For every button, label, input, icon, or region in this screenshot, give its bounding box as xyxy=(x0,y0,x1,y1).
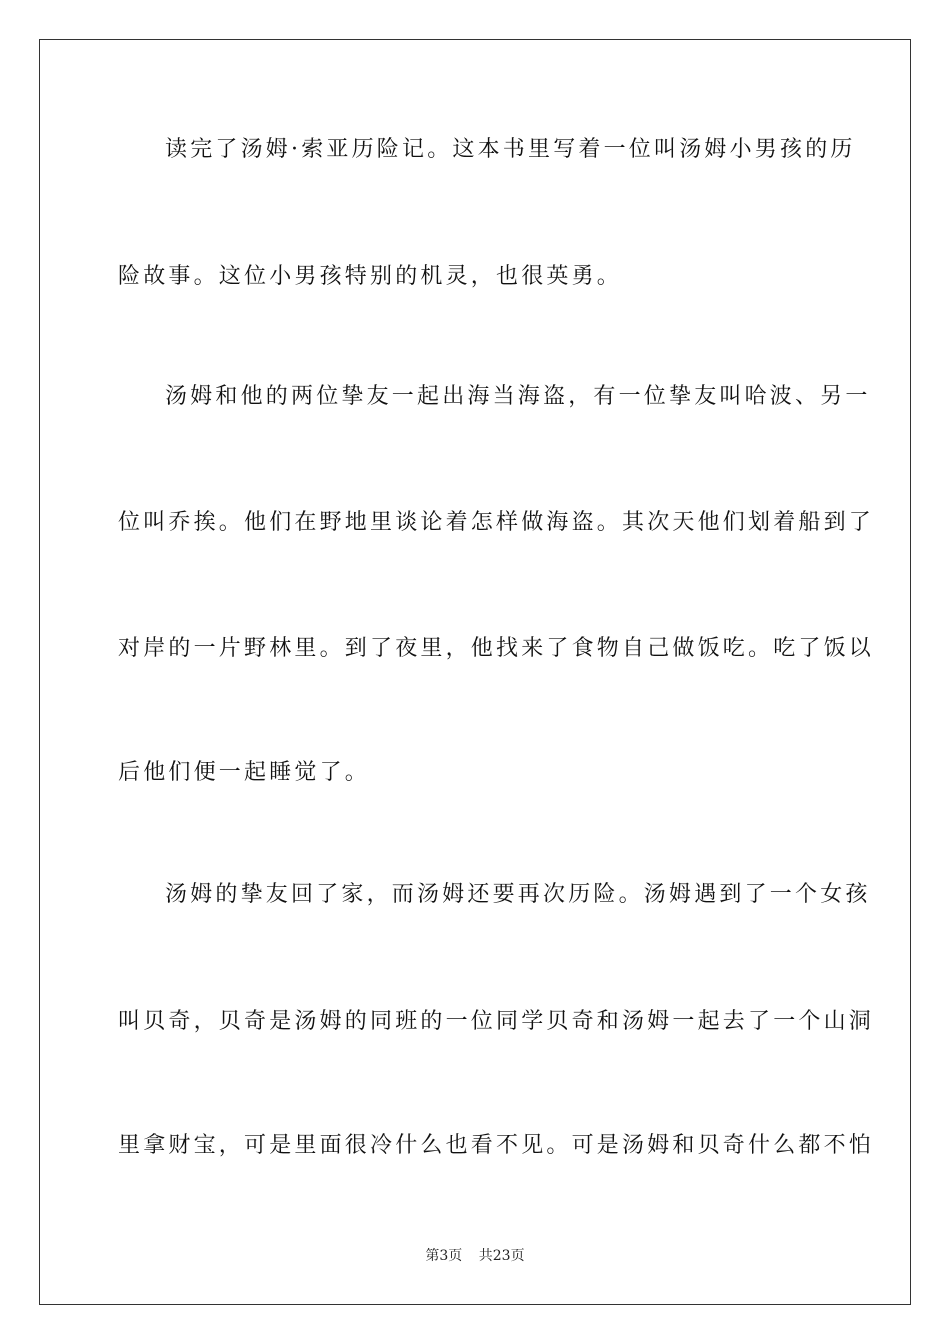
paragraph-3-line-3: 里拿财宝，可是里面很冷什么也看不见。可是汤姆和贝奇什么都不怕 xyxy=(118,1133,875,1158)
page-footer xyxy=(0,1245,950,1265)
paragraph-2-line-2: 位叫乔挨。他们在野地里谈论着怎样做海盗。其次天他们划着船到了 xyxy=(118,510,875,535)
paragraph-2-line-1: 汤姆和他的两位挚友一起出海当海盗，有一位挚友叫哈波、另一 xyxy=(165,384,871,409)
paragraph-1-line-1: 读完了汤姆·索亚历险记。这本书里写着一位叫汤姆小男孩的历 xyxy=(165,137,856,162)
paragraph-1-line-2: 险故事。这位小男孩特别的机灵，也很英勇。 xyxy=(118,264,623,289)
paragraph-2-line-3: 对岸的一片野林里。到了夜里，他找来了食物自己做饭吃。吃了饭以 xyxy=(118,636,875,661)
page-border xyxy=(39,39,911,1305)
paragraph-3-line-2: 叫贝奇，贝奇是汤姆的同班的一位同学贝奇和汤姆一起去了一个山洞 xyxy=(118,1009,875,1034)
paragraph-2-line-4: 后他们便一起睡觉了。 xyxy=(118,760,371,785)
total-pages: 共23页 xyxy=(478,1248,525,1264)
page-number: 第3页 xyxy=(425,1248,463,1264)
paragraph-3-line-1: 汤姆的挚友回了家，而汤姆还要再次历险。汤姆遇到了一个女孩 xyxy=(165,882,871,907)
